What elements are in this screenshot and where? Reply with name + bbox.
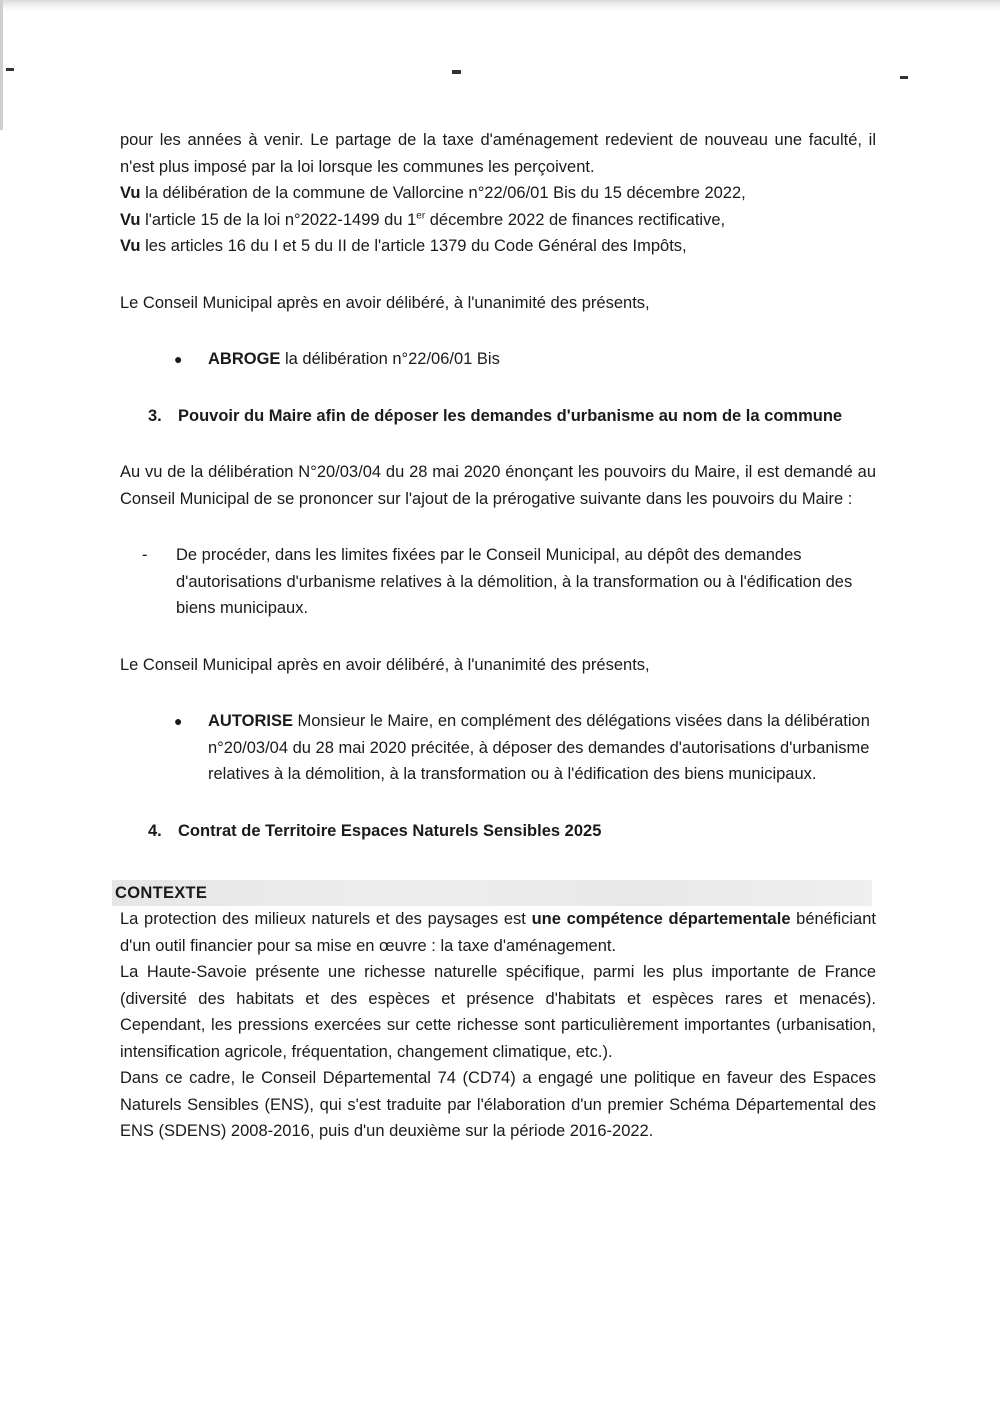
vu-line-1: Vu la délibération de la commune de Vallorcine n°22/06/01 Bis du 15 décembre 2022,: [120, 184, 746, 202]
bullet-icon: ●: [174, 351, 183, 367]
contexte-paragraph-1: La protection des milieux naturels et des paysages est une compétence départementale bénéficiant d'un outil financier pour sa mise en œuvre : la taxe d'aménagement.: [120, 910, 876, 955]
decision-preamble: Le Conseil Municipal après en avoir délibéré, à l'unanimité des présents,: [120, 655, 650, 674]
scan-left-edge: [0, 0, 3, 130]
section-3-intro: Au vu de la délibération N°20/03/04 du 28 mai 2020 énonçant les pouvoirs du Maire, il est demandé au Conseil Municipal de se prononcer sur l'ajout de la prérogative suivante dans les pouvoirs du Maire :: [120, 463, 876, 508]
decision-bullet: ● AUTORISE Monsieur le Maire, en complément des délégations visées dans la délibération n°20/03/04 du 28 mai 2020 précitée, à déposer des demandes d'autorisations d'urbanisme relatives à la démolition, à la transformation ou à l'édification des biens municipaux.: [180, 708, 876, 788]
scan-speck: [900, 76, 908, 79]
contexte-header: CONTEXTE: [112, 880, 872, 906]
bullet-icon: ●: [174, 713, 183, 729]
decision-preamble: Le Conseil Municipal après en avoir délibéré, à l'unanimité des présents,: [120, 293, 650, 312]
vu-label: Vu: [120, 184, 141, 202]
contexte-paragraph-2: La Haute-Savoie présente une richesse naturelle spécifique, parmi les plus importante de France (diversité des habitats et des espèces et présence d'habitats et espèces rares et menacés). Cependant, les pressions exercées sur cette richesse sont particulièrement importantes (urbanisation, intensification agricole, fréquentation, changement climatique, etc.).: [120, 963, 876, 1061]
scan-speck: [6, 68, 14, 71]
vu-line-2: Vu l'article 15 de la loi n°2022-1499 du 1er décembre 2022 de finances rectificative,: [120, 210, 726, 229]
contexte-paragraph-3: Dans ce cadre, le Conseil Départemental 74 (CD74) a engagé une politique en faveur des Espaces Naturels Sensibles (ENS), qui s'est traduite par l'élaboration d'un premier Schéma Départemental des ENS (SDENS) 2008-2016, puis d'un deuxième sur la période 2016-2022.: [120, 1069, 876, 1140]
scan-top-edge: [0, 0, 1000, 12]
decision-bullet: ● ABROGE la délibération n°22/06/01 Bis: [180, 346, 876, 373]
prerogative-item: - De procéder, dans les limites fixées par le Conseil Municipal, au dépôt des demandes d'autorisations d'urbanisme relatives à la démolition, à la transformation ou à l'édification des biens municipaux.: [142, 542, 876, 622]
vu-line-3: Vu les articles 16 du I et 5 du II de l'article 1379 du Code Général des Impôts,: [120, 237, 687, 255]
section-3-heading: 3. Pouvoir du Maire afin de déposer les demandes d'urbanisme au nom de la commune: [148, 406, 843, 425]
document-body: [115, 127, 876, 1145]
scan-speck: [452, 70, 461, 74]
vu-label: Vu: [120, 210, 141, 229]
intro-paragraph: pour les années à venir. Le partage de la taxe d'aménagement redevient de nouveau une faculté, il n'est plus imposé par la loi lorsque les communes les perçoivent.: [120, 131, 876, 176]
vu-label: Vu: [120, 237, 141, 255]
section-4-heading: 4. Contrat de Territoire Espaces Naturels Sensibles 2025: [148, 821, 602, 840]
dash-marker: -: [142, 546, 148, 564]
